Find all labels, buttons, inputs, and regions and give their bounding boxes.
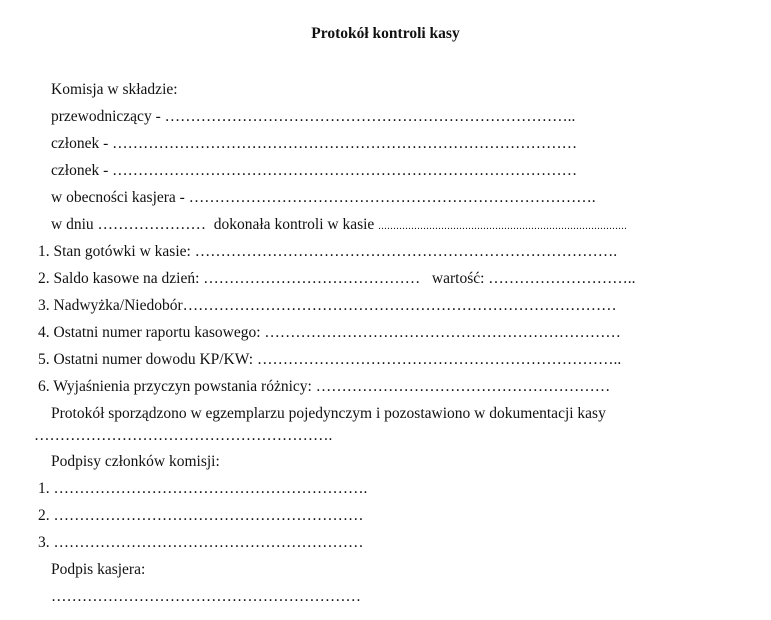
item-cash-balance: 1. Stan gotówki w kasie: ………………………………………………………………………. [38,243,618,260]
item-cash-saldo: 2. Saldo kasowe na dzień: …………………………………… wartość: ……………………….. [38,270,636,287]
member-1-field: członek - ……………………………………………………………………………… [51,135,578,152]
chairman-field: przewodniczący - …………………………………………………………………….. [51,108,576,125]
signature-line-1: 1. ……………………………………………………. [38,480,368,497]
committee-heading: Komisja w składzie: [51,81,178,98]
cashier-presence-field: w obecności kasjera - ……………………………………………………………………. [51,189,596,206]
signature-line-2: 2. …………………………………………………… [38,507,364,524]
inspection-location-dots: ................................................................................... [378,221,628,232]
item-difference-explanation: 6. Wyjaśnienia przyczyn powstania różnicy: ………………………………………………… [38,378,611,395]
item-last-cash-report: 4. Ostatni numer raportu kasowego: …………………………………………………………… [38,324,621,341]
inspection-date-text: w dniu ………………… dokonała kontroli w kasie [51,216,379,233]
protocol-dots: …………………………………………………. [34,427,333,444]
signatures-heading: Podpisy członków komisji: [51,453,220,470]
cashier-signature-heading: Podpis kasjera: [51,561,146,578]
signature-line-3: 3. …………………………………………………… [38,534,364,551]
protocol-note: Protokół sporządzono w egzemplarzu pojedynczym i pozostawiono w dokumentacji kasy [51,405,606,422]
document-title: Protokół kontroli kasy [311,25,460,42]
member-2-field: członek - ……………………………………………………………………………… [51,162,578,179]
inspection-date-line [51,215,627,237]
cashier-signature-line: …………………………………………………… [51,588,361,605]
item-last-kp-kw: 5. Ostatni numer dowodu KP/KW: …………………………………………………………….. [38,351,622,368]
item-surplus-shortage: 3. Nadwyżka/Niedobór………………………………………………………………………… [38,297,617,314]
